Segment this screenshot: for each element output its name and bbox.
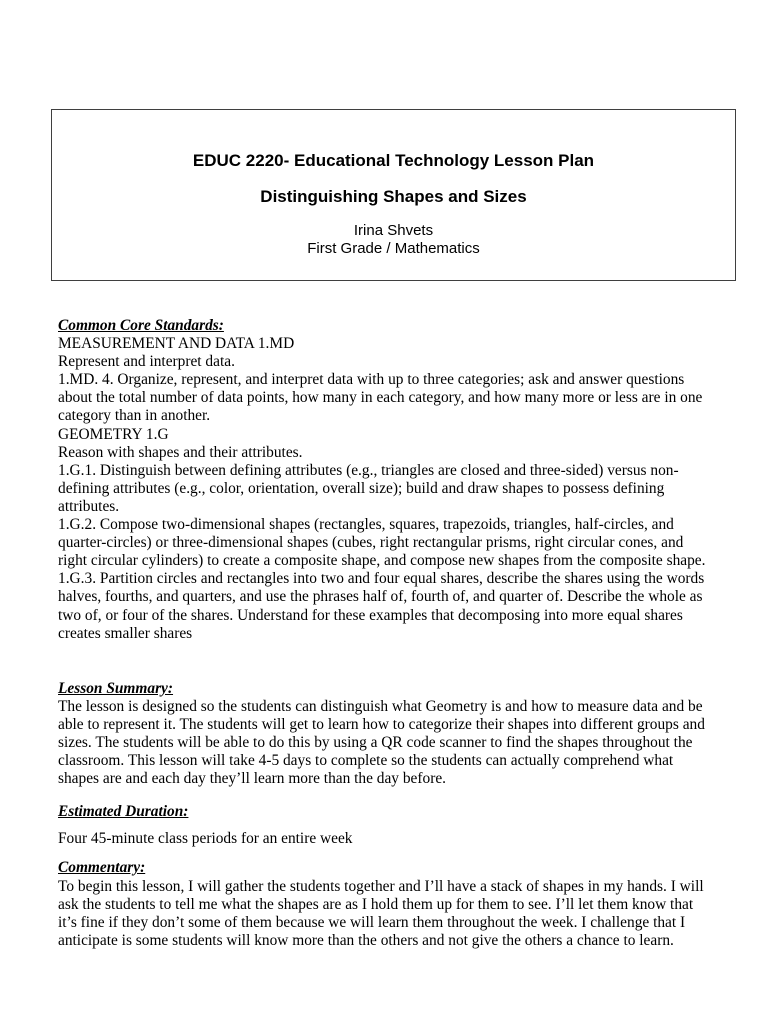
section-estimated-duration: [58, 803, 711, 848]
author-block: [52, 222, 735, 258]
standard-line: 1.MD. 4. Organize, represent, and interpret data with up to three categories; ask and answer questions about the total number of data points, how many in each category, and how many more or less are in one category than in another.: [58, 371, 703, 425]
lesson-title: Distinguishing Shapes and Sizes: [260, 187, 527, 206]
estimated-duration-heading: Estimated Duration:: [58, 803, 189, 821]
standard-line: Reason with shapes and their attributes.: [58, 443, 303, 461]
standard-line: 1.G.2. Compose two-dimensional shapes (rectangles, squares, trapezoids, triangles, half-circles, and quarter-circles) or three-dimensional shapes (cubes, right rectangular prisms, right circular cones, and right circular cylinders) to create a composite shape, and compose new shapes from the composite shape.: [58, 516, 706, 570]
estimated-duration-text: Four 45-minute class periods for an entire week: [58, 830, 353, 848]
standard-line: GEOMETRY 1.G: [58, 425, 169, 443]
author-name: Irina Shvets: [353, 222, 434, 239]
standard-line: MEASUREMENT AND DATA 1.MD: [58, 335, 295, 353]
lesson-summary-text: The lesson is designed so the students can distinguish what Geometry is and how to measure data and be able to represent it. The students will get to learn how to categorize their shapes into different groups and sizes. The students will be able to do this by using a QR code scanner to find the shapes throughout the classroom. This lesson will take 4-5 days to complete so the students can actually comprehend what shapes are and each day they’ll learn more than the day before.: [58, 697, 705, 788]
title-box: [51, 109, 736, 281]
grade-subject: First Grade / Mathematics: [307, 240, 480, 257]
commentary-text: To begin this lesson, I will gather the students together and I’ll have a stack of shapes in my hands. I will ask the students to tell me what the shapes are as I hold them up for them to see. I’ll let them know that it’s fine if they don’t some of them because we will learn them throughout the week. I challenge that I anticipate is some students will know more than the others and not give the others a chance to learn.: [58, 877, 704, 949]
standard-line: 1.G.1. Distinguish between defining attributes (e.g., triangles are closed and three-sided) versus non-defining attributes (e.g., color, orientation, overall size); build and draw shapes to possess defining attributes.: [58, 461, 679, 515]
course-title: EDUC 2220- Educational Technology Lesson Plan: [192, 151, 595, 170]
section-common-core-standards: [58, 317, 711, 643]
standard-line: 1.G.3. Partition circles and rectangles into two and four equal shares, describe the shares using the words halves, fourths, and quarters, and use the phrases half of, fourth of, and quarter of. Describe the whole as two of, or four of the shares. Understand for these examples that decomposing into more equal shares creates smaller shares: [58, 570, 705, 642]
common-core-heading: Common Core Standards:: [58, 317, 224, 334]
section-commentary: [58, 859, 711, 949]
standard-line: Represent and interpret data.: [58, 353, 235, 371]
section-lesson-summary: [58, 680, 711, 789]
commentary-heading: Commentary:: [58, 859, 146, 877]
lesson-summary-heading: Lesson Summary:: [58, 679, 174, 697]
document-body: [58, 317, 711, 950]
